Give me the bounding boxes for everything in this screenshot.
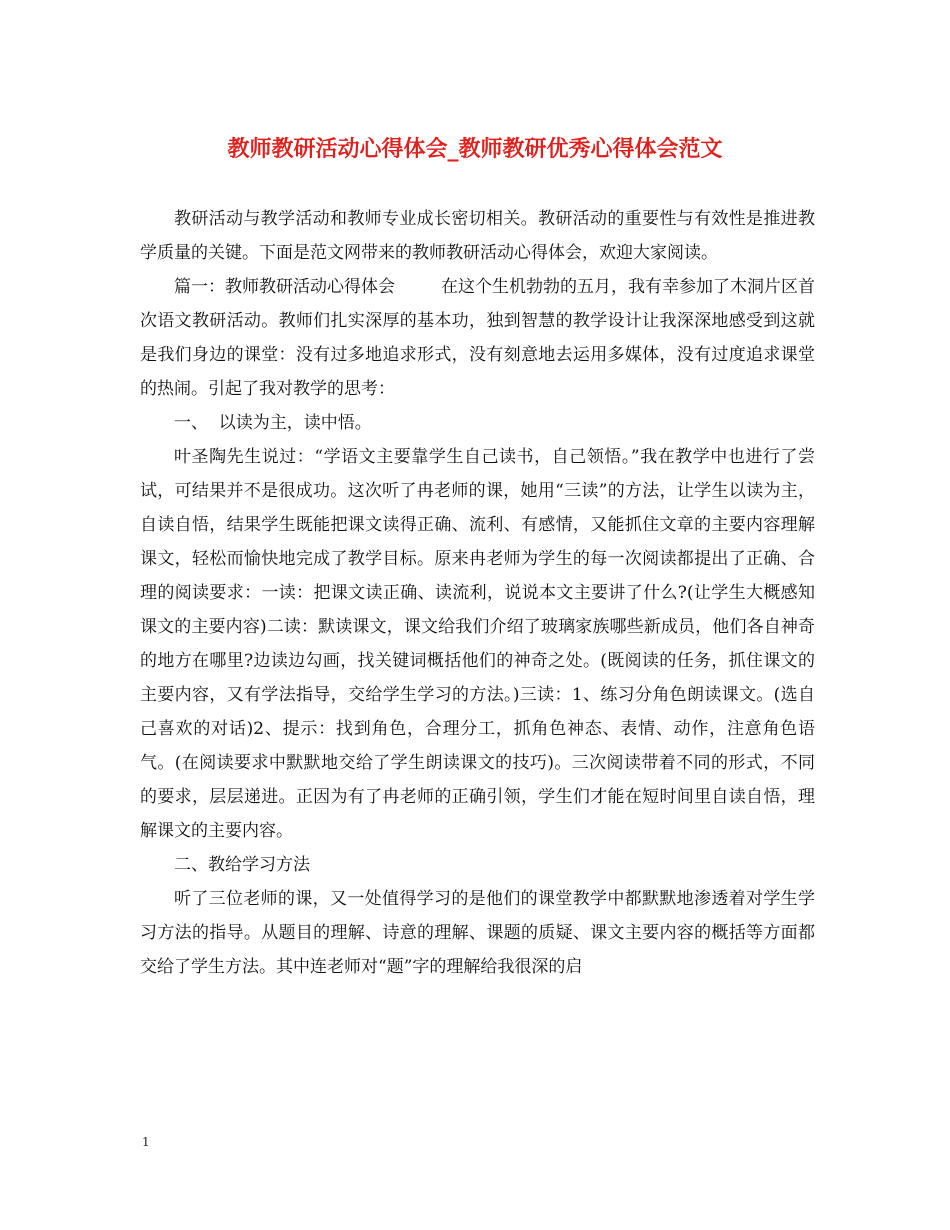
paragraph-learning-method: 听了三位老师的课，又一处值得学习的是他们的课堂教学中都默默地渗透着对学生学习方法的指导。从题目的理解、诗意的理解、课题的质疑、课文主要内容的概括等方面都交给了学生方法。其中连老师对“题”字的理解给我很深的启 (140, 889, 815, 977)
document-title: 教师教研活动心得体会_教师教研优秀心得体会范文 (227, 136, 723, 162)
paragraph-part1 (140, 270, 815, 406)
section-heading-2: 二、教给学习方法 (174, 855, 310, 875)
part1-label: 篇一：教师教研活动心得体会 (174, 277, 395, 297)
paragraph-reading-method: 叶圣陶先生说过：“学语文主要靠学生自己读书，自己领悟。”我在教学中也进行了尝试，可结果并不是很成功。这次听了冉老师的课，她用“三读”的方法，让学生以读为主，自读自悟，结果学生既能把课文读得正确、流利、有感情，又能抓住文章的主要内容理解课文，轻松而愉快地完成了教学目标。原来冉老师为学生的每一次阅读都提出了正确、合理的阅读要求：一读：把课文读正确、读流利，说说本文主要讲了什么?(让学生大概感知课文的主要内容)二读：默读课文，课文给我们介绍了玻璃家族哪些新成员，他们各自神奇的地方在哪里?边读边勾画，找关键词概括他们的神奇之处。(既阅读的任务，抓住课文的主要内容，又有学法指导，交给学生学习的方法。)三读：1、练习分角色朗读课文。(选自己喜欢的对话)2、提示：找到角色，合理分工，抓角色神态、表情、动作，注意角色语气。(在阅读要求中默默地交给了学生朗读课文的技巧)。三次阅读带着不同的形式，不同的要求，层层递进。正因为有了冉老师的正确引领，学生们才能在短时间里自读自悟，理解课文的主要内容。 (140, 447, 815, 841)
part1-text: 在这个生机勃勃的五月，我有幸参加了木洞片区首次语文教研活动。教师们扎实深厚的基本功，独到智慧的教学设计让我深深地感受到这就是我们身边的课堂：没有过多地追求形式，没有刻意地去运用多媒体，没有过度追求课堂的热闹。引起了我对教学的思考： (140, 277, 815, 399)
page-number: 1 (142, 1135, 150, 1149)
paragraph-intro: 教研活动与教学活动和教师专业成长密切相关。教研活动的重要性与有效性是推进教学质量的关键。下面是范文网带来的教师教研活动心得体会，欢迎大家阅读。 (140, 209, 815, 263)
document-body (140, 202, 815, 984)
section-heading-1: 一、 以读为主，读中悟。 (174, 413, 372, 433)
